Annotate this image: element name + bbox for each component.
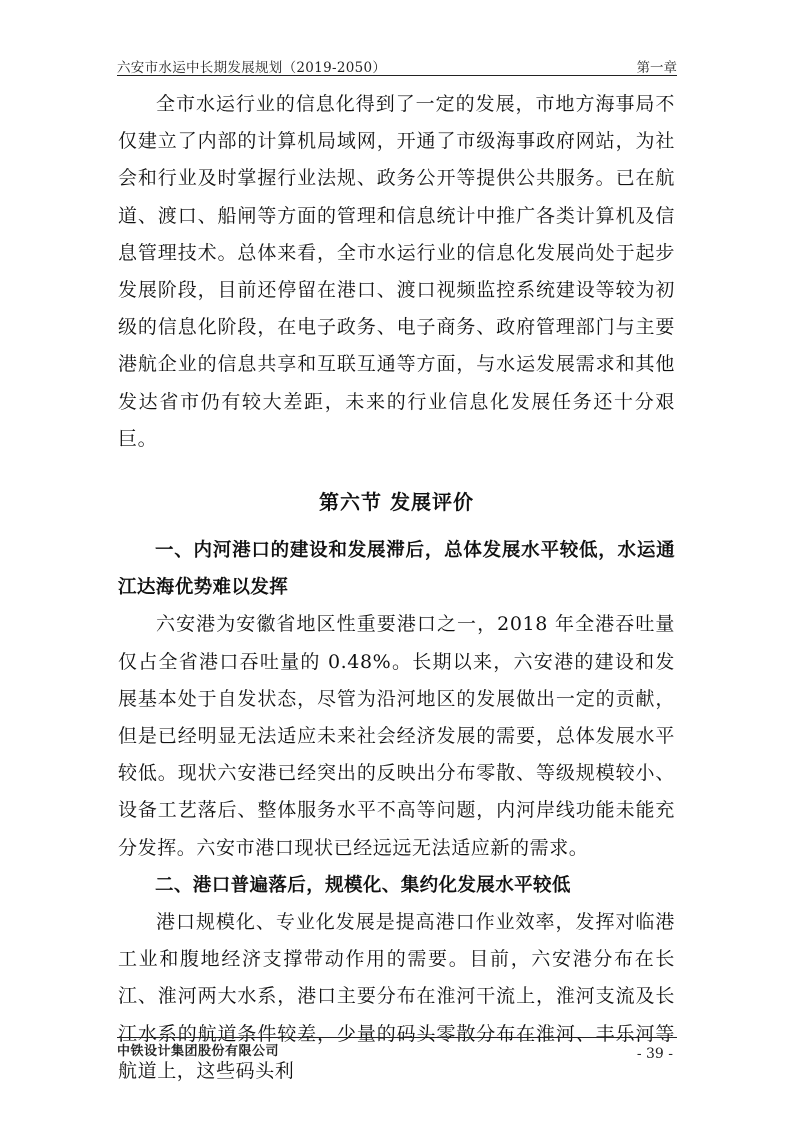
subsection-paragraph-2: 港口规模化、专业化发展是提高港口作业效率，发挥对临港工业和腹地经济支撑带动作用的需要。目前，六安港分布在长江、淮河两大水系，港口主要分布在淮河干流上，淮河支流及长江水系的航道条件较差，少量的码头零散分布在淮河、丰乐河等航道上，这些码头利: [118, 911, 675, 1082]
document-title: 六安市水运中长期发展规划（2019-2050）: [117, 60, 387, 76]
intro-paragraph: 全市水运行业的信息化得到了一定的发展，市地方海事局不仅建立了内部的计算机局域网，开通了市级海事政府网站，为社会和行业及时掌握行业法规、政务公开等提供公共服务。已在航道、渡口、船闸等方面的管理和信息统计中推广各类计算机及信息管理技术。总体来看，全市水运行业的信息化发展尚处于起步发展阶段，目前还停留在港口、渡口视频监控系统建设等较为初级的信息化阶段，在电子政务、电子商务、政府管理部门与主要港航企业的信息共享和互联互通等方面，与水运发展需求和其他发达省市仍有较大差距，未来的行业信息化发展任务还十分艰巨。: [118, 93, 675, 450]
page-header: [117, 52, 677, 76]
subsection-heading-2: 二、港口普遍落后，规模化、集约化发展水平较低: [155, 874, 571, 896]
section-title: 第六节 发展评价: [319, 490, 474, 515]
header-divider: [117, 75, 677, 76]
company-name: 中铁设计集团股份有限公司: [117, 1044, 280, 1059]
page-number: - 39 -: [636, 1046, 673, 1062]
page-body: [118, 86, 675, 1090]
footer-divider: [117, 1037, 677, 1038]
subsection-heading-1: 一、内河港口的建设和发展滞后，总体发展水平较低，水运通江达海优势难以发挥: [118, 540, 675, 599]
subsection-paragraph-1: 六安港为安徽省地区性重要港口之一，2018 年全港吞吐量仅占全省港口吞吐量的 0.48%。长期以来，六安港的建设和发展基本处于自发状态，尽管为沿河地区的发展做出一定的贡献，但是已经明显无法适应未来社会经济发展的需要，总体发展水平较低。现状六安港已经突出的反映出分布零散、等级规模较小、设备工艺落后、整体服务水平不高等问题，内河岸线功能未能充分发挥。六安市港口现状已经远远无法适应新的需求。: [118, 613, 675, 859]
chapter-label: 第一章: [636, 60, 677, 76]
